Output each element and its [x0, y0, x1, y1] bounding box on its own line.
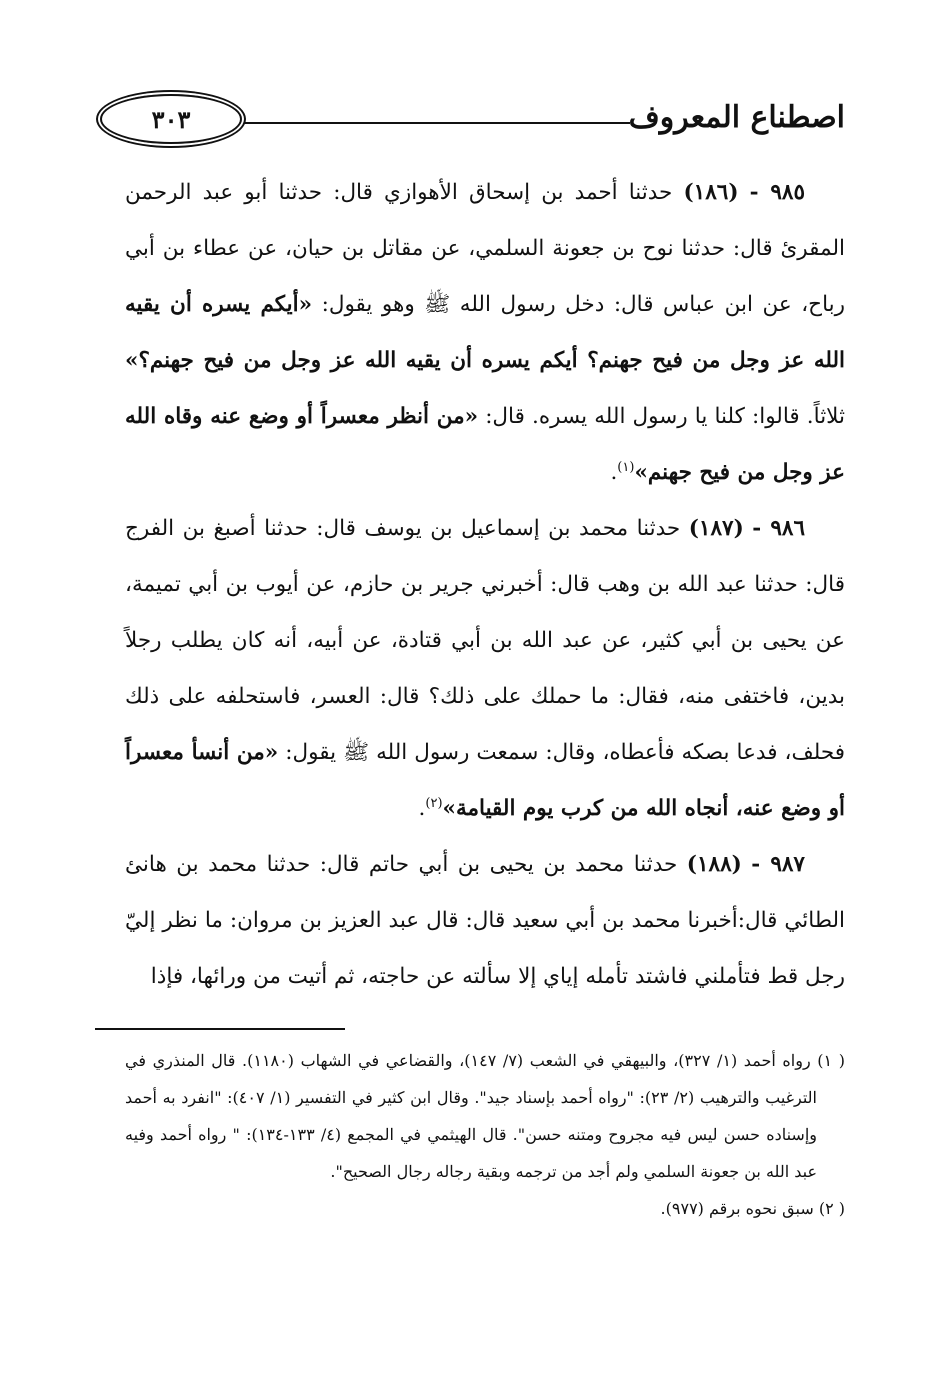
footnotes: [125, 1042, 845, 1227]
footnote-rule: [95, 1028, 345, 1030]
footnote-ref: (١): [617, 459, 635, 475]
hadith-985: [125, 165, 845, 501]
hadith-quote: «من أنظر معسراً أو وضع عنه وقاه الله عز وجل من فيح جهنم»: [125, 404, 845, 485]
hadith-number: ٩٨٥ -: [749, 180, 805, 205]
hadith-number: ٩٨٦ -: [752, 516, 805, 541]
hadith-987: [125, 837, 845, 1005]
header-rule: [240, 122, 630, 124]
hadith-986: [125, 501, 845, 837]
hadith-ref: (١٨٨): [686, 852, 742, 877]
running-title: اصطناع المعروف: [628, 100, 845, 135]
hadith-text: ثلاثاً. قالوا: كلنا يا رسول الله يسره. قال:: [485, 404, 845, 429]
hadith-quote: «من أنسأ معسراً أو وضع عنه، أنجاه الله من كرب يوم القيامة»: [125, 740, 845, 821]
footnote-ref: (٢): [425, 795, 443, 811]
hadith-quote: «أيكم يسره أن يقيه الله عز وجل من فيح جهنم؟ أيكم يسره أن يقيه الله عز وجل من فيح جهنم؟»: [125, 292, 845, 373]
hadith-number: ٩٨٧ -: [751, 852, 805, 877]
hadith-text: حدثنا أحمد بن إسحاق الأهوازي قال: حدثنا أبو عبد الرحمن المقرئ قال: حدثنا نوح بن جعونة السلمي، عن مقاتل بن حيان، عن عطاء بن أبي رباح، عن ابن عباس قال: دخل رسول الله ﷺ وهو يقول:: [125, 180, 845, 317]
hadith-text: حدثنا محمد بن يحيى بن أبي حاتم قال: حدثنا محمد بن هانئ الطائي قال:أخبرنا محمد بن أبي سعيد قال: قال عبد العزيز بن مروان: ما نظر إليّ رجل قط فتأملني فاشتد تأمله إياي إلا سألته عن حاجته، ثم أتيت من ورائها، فإذا: [125, 852, 845, 989]
footnote-1: ( ١) رواه أحمد (١/ ٣٢٧)، والبيهقي في الشعب (٧/ ١٤٧)، والقضاعي في الشهاب (١١٨٠). قال المنذري في الترغيب والترهيب (٢/ ٢٣): "رواه أحمد بإسناد جيد". وقال ابن كثير في التفسير (١/ ٤٠٧): "انفرد به أحمد وإسناده حسن ليس فيه مجروح ومتنه حسن". قال الهيثمي في المجمع (٤/ ١٣٣-١٣٤): " رواه أحمد وفيه عبد الله بن جعونة السلمي ولم أجد من ترجمه وبقية رجاله رجال الصحيح".: [125, 1051, 845, 1181]
page-header: [100, 90, 845, 152]
hadith-ref: (١٨٧): [688, 516, 744, 541]
footnote-2: ( ٢) سبق نحوه برقم (٩٧٧).: [660, 1199, 845, 1218]
main-text: [125, 165, 845, 1005]
hadith-text: حدثنا محمد بن إسماعيل بن يوسف قال: حدثنا أصبغ بن الفرج قال: حدثنا عبد الله بن وهب قال: أخبرني جرير بن حازم، عن أيوب بن أبي تميمة، عن يحيى بن أبي كثير، عن عبد الله بن أبي قتادة، عن أبيه، أنه كان يطلب رجلاً بدين، فاختفى منه، فقال: ما حملك على ذلك؟ قال: العسر، فاستحلفه على ذلك فحلف، فدعا بصكه فأعطاه، وقال: سمعت رسول الله ﷺ يقول:: [125, 516, 845, 765]
hadith-ref: (١٨٦): [683, 180, 739, 205]
page-number: ٣٠٣: [100, 94, 242, 144]
sentence-end: .: [610, 460, 618, 485]
sentence-end: .: [418, 796, 426, 821]
